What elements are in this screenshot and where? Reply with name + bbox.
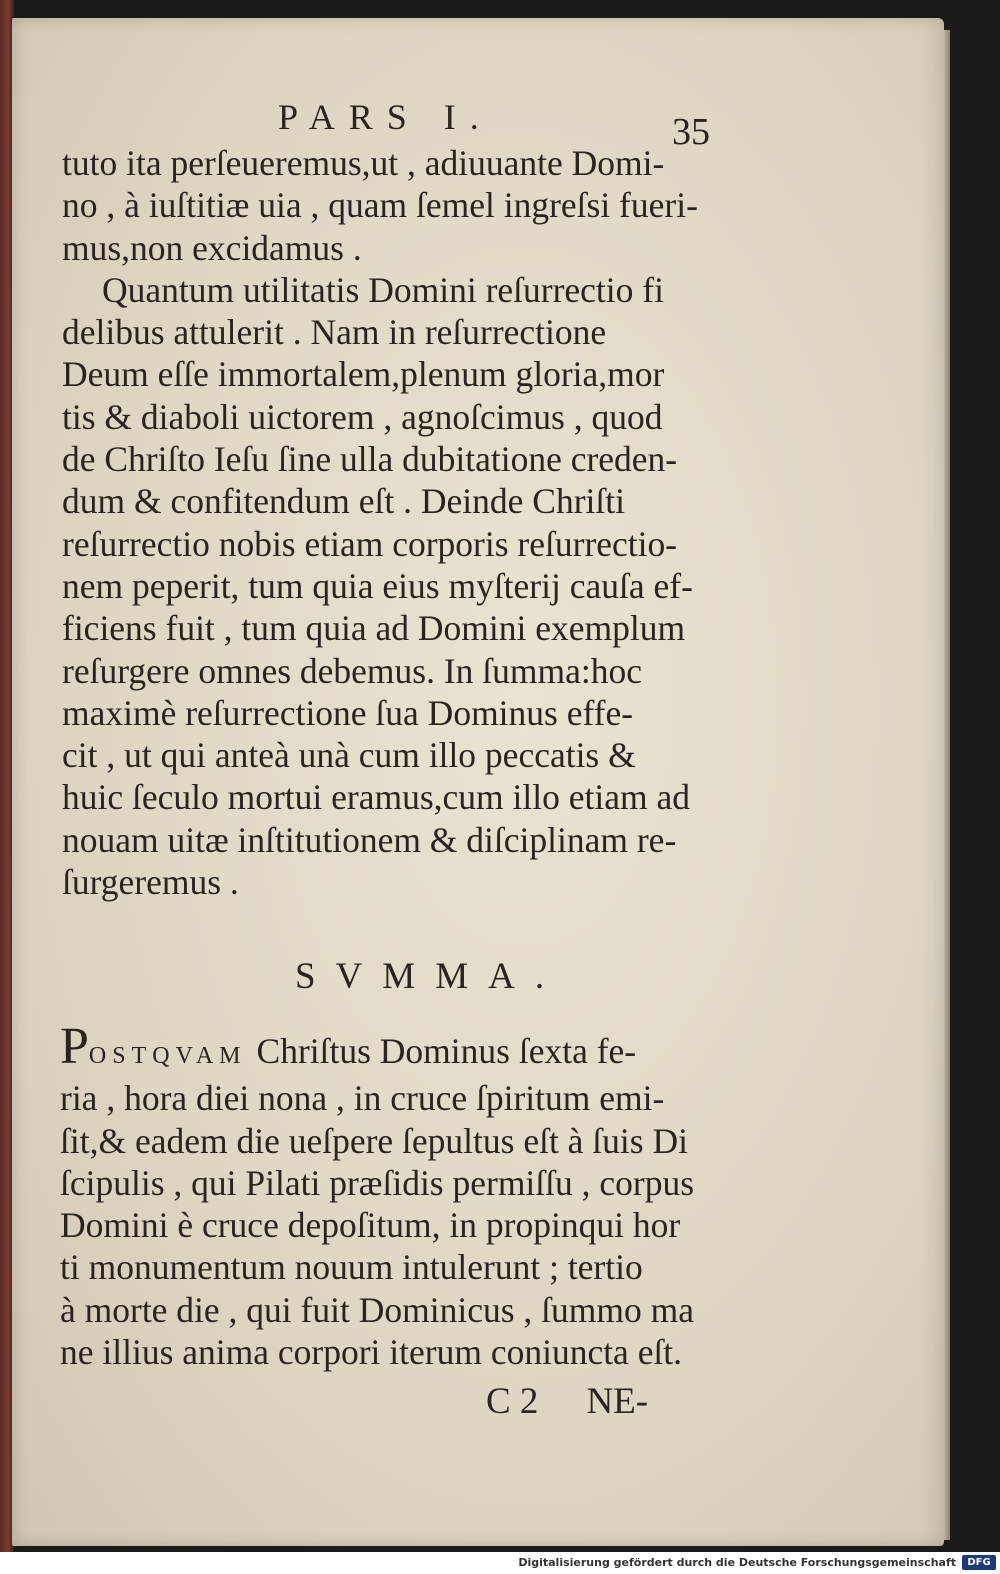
- text-line: Quantum utilitatis Domini reſurrectio fi: [102, 269, 664, 310]
- catchline: [486, 1380, 648, 1423]
- text-line: Deum eſſe immortalem,plenum gloria,mor: [62, 354, 665, 395]
- running-title: PARS I.: [278, 97, 493, 137]
- signature-mark: C 2: [486, 1381, 539, 1422]
- text-line: à morte die , qui fuit Dominicus , ſummo ma: [60, 1289, 694, 1330]
- section-heading-text: SVMMA.: [295, 956, 565, 997]
- text-line: ſit,& eadem die ueſpere ſepultus eſt à ſuis Di: [60, 1120, 688, 1161]
- text-line: no , à iuſtitiæ uia , quam ſemel ingreſsi fueri-: [62, 185, 698, 226]
- catchword: NE-: [586, 1381, 649, 1422]
- text-line: nem peperit, tum quia eius myſterij cauſa ef-: [62, 565, 693, 606]
- running-head: [0, 96, 1000, 153]
- summa-first-line: [60, 1018, 760, 1077]
- text-line: mus,non excidamus .: [62, 227, 362, 268]
- summa-text: [60, 1018, 760, 1373]
- page-edge: [944, 30, 950, 1540]
- opening-small-caps: OSTQVAM: [88, 1043, 247, 1069]
- text-line: ſcipulis , qui Pilati præſidis permiſſu , corpus: [60, 1162, 695, 1203]
- dfg-logo-icon: DFG: [962, 1555, 996, 1570]
- page-number: 35: [672, 111, 710, 153]
- text-line: delibus attulerit . Nam in reſurrectione: [62, 312, 607, 353]
- text-line: ti monumentum nouum intulerunt ; tertio: [60, 1247, 643, 1288]
- text-line: ria , hora diei nona , in cruce ſpiritum emi-: [60, 1078, 665, 1119]
- text-line: ne illius anima corpori iterum coniuncta eſt.: [60, 1332, 683, 1373]
- initial-letter: P: [60, 1018, 89, 1075]
- text-line: de Chriſto Ieſu ſine ulla dubitatione creden-: [62, 439, 678, 480]
- text-line: Domini è cruce depoſitum, in propinqui hor: [60, 1205, 681, 1246]
- text-line: reſurrectio nobis etiam corporis reſurrectio-: [62, 523, 678, 564]
- text-line: tis & diaboli uictorem , agnoſcimus , quod: [62, 396, 663, 437]
- body-text: [62, 142, 752, 903]
- text-line: ſurgeremus .: [62, 862, 239, 903]
- text-line: dum & confitendum eſt . Deinde Chriſti: [62, 481, 625, 522]
- text-line: maximè reſurrectione ſua Dominus effe-: [62, 692, 634, 733]
- text-line: tuto ita perſeueremus,ut , adiuuante Domi-: [62, 143, 665, 183]
- text-line: cit , ut qui anteà unà cum illo peccatis &: [62, 735, 636, 776]
- first-line-text: Chriſtus Dominus ſexta fe-: [256, 1031, 637, 1071]
- text-line: nouam uitæ inſtitutionem & diſciplinam re-: [62, 819, 677, 860]
- funding-credit: Digitalisierung gefördert durch die Deutsche Forschungsgemeinschaft: [518, 1556, 956, 1569]
- text-line: reſurgere omnes debemus. In ſumma:hoc: [62, 650, 642, 691]
- text-line: huic ſeculo mortui eramus,cum illo etiam ad: [62, 777, 690, 818]
- digitization-footer: [0, 1552, 1000, 1574]
- text-line: ficiens fuit , tum quia ad Domini exemplum: [62, 608, 686, 649]
